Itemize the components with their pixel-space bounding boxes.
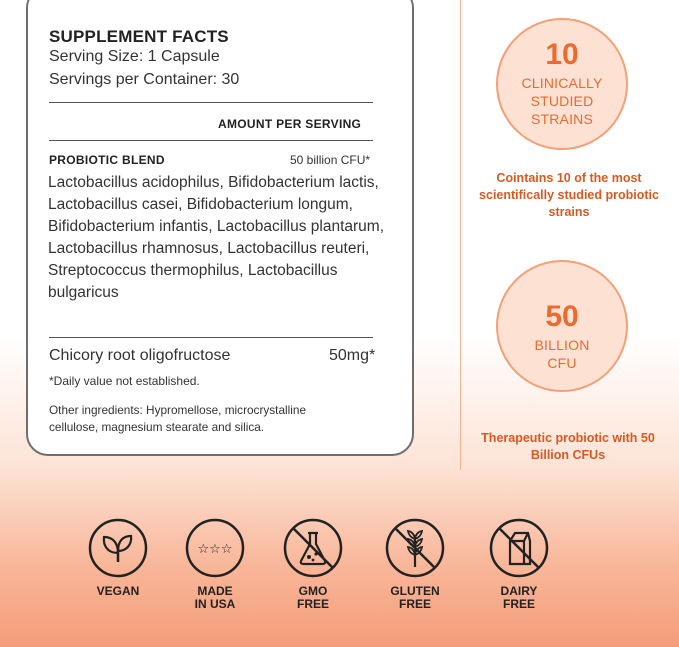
icon-label: VEGAN xyxy=(96,584,140,598)
icon-label: FREE xyxy=(398,597,431,611)
no-wheat-icon xyxy=(384,517,446,579)
divider xyxy=(49,337,373,338)
badge-50-billion xyxy=(496,260,628,392)
leaf-icon xyxy=(87,517,149,579)
badge-line: STUDIED xyxy=(530,93,594,109)
icon-label: FREE xyxy=(502,597,535,611)
icon-label: GMO xyxy=(298,584,328,598)
divider xyxy=(49,140,373,141)
chicory-label: Chicory root oligofructose xyxy=(49,347,231,364)
supplement-facts-title: SUPPLEMENT FACTS xyxy=(49,27,229,46)
icon-label: FREE xyxy=(296,597,329,611)
vertical-divider xyxy=(460,0,461,470)
icon-label: IN USA xyxy=(194,597,236,611)
stars-icon xyxy=(184,517,246,579)
chicory-amount: 50mg* xyxy=(329,347,376,364)
badge-caption: Cointains 10 of the most scientifically studied probiotic strains xyxy=(479,171,659,219)
other-ingredients: Other ingredients: Hypromellose, microcrystalline cellulose, magnesium stearate and silica. xyxy=(49,403,307,434)
svg-text:☆☆☆: ☆☆☆ xyxy=(197,542,233,557)
amount-per-serving-header: AMOUNT PER SERVING xyxy=(218,117,362,131)
badge-number: 50 xyxy=(545,300,579,333)
no-milk-carton-icon xyxy=(488,517,550,579)
badge-10-strains xyxy=(496,18,628,150)
no-gmo-flask-icon xyxy=(282,517,344,579)
serving-size: Serving Size: 1 Capsule xyxy=(49,48,220,65)
divider xyxy=(49,102,373,103)
badge-line: CFU xyxy=(547,355,577,371)
badge-line: CLINICALLY xyxy=(521,75,603,91)
icon-label: DAIRY xyxy=(500,584,538,598)
icon-label: GLUTEN xyxy=(390,584,440,598)
probiotic-blend-amount: 50 billion CFU* xyxy=(290,153,371,167)
badge-number: 10 xyxy=(545,38,579,71)
icon-label: MADE xyxy=(197,584,233,598)
servings-per-container: Servings per Container: 30 xyxy=(49,71,240,88)
strain-list: Lactobacillus acidophilus, Bifidobacterium lactis, Lactobacillus casei, Bifidobacterium longum, Bifidobacterium infantis, Lactobacillus plantarum, Lactobacillus rhamnosus, Lactobacillus reuteri, Streptococcus thermophilus, Lactobacillus bulgaricus xyxy=(48,174,385,301)
badge-line: BILLION xyxy=(534,337,590,353)
badge-line: STRAINS xyxy=(530,111,594,127)
daily-value-note: *Daily value not established. xyxy=(49,374,200,388)
probiotic-blend-label: PROBIOTIC BLEND xyxy=(49,153,165,167)
badge-caption: Therapeutic probiotic with 50 Billion CFUs xyxy=(481,431,655,462)
